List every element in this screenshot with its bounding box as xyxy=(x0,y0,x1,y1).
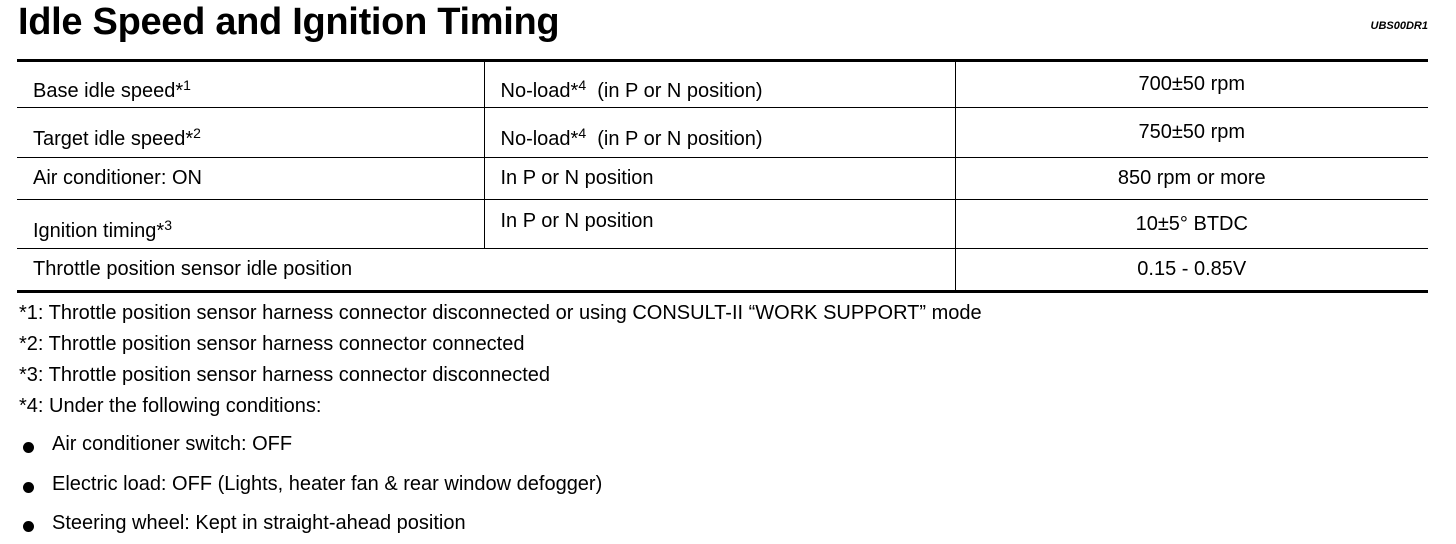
item-cell xyxy=(17,61,484,108)
document-code: UBS00DR1 xyxy=(1370,20,1428,32)
page-title: Idle Speed and Ignition Timing xyxy=(18,1,560,43)
condition-list xyxy=(19,425,602,544)
footnote-ref: 1 xyxy=(183,77,191,93)
footnotes xyxy=(19,298,982,422)
value-cell: 0.15 - 0.85V xyxy=(955,249,1428,292)
condition-cell: In P or N position xyxy=(484,158,955,200)
item-cell: Air conditioner: ON xyxy=(17,158,484,200)
table-row-ignition-timing xyxy=(17,200,1428,249)
item-label: Target idle speed* xyxy=(33,128,194,150)
condition-cell xyxy=(484,61,955,108)
table-row-throttle-position xyxy=(17,249,1428,292)
footnote-2: *2: Throttle position sensor harness connector connected xyxy=(19,333,525,355)
value-cell: 10±5° BTDC xyxy=(955,200,1428,249)
condition-label: No-load* xyxy=(500,128,579,150)
item-label: Ignition timing* xyxy=(33,219,165,242)
table-row-air-conditioner xyxy=(17,158,1428,200)
list-item xyxy=(19,465,602,505)
condition-rest: (in P or N position) xyxy=(597,80,763,102)
item-cell xyxy=(17,108,484,158)
item-cell: Throttle position sensor idle position xyxy=(17,249,955,292)
item-cell xyxy=(17,200,484,249)
footnote-4: *4: Under the following conditions: xyxy=(19,395,322,417)
list-item-text: Electric load: OFF (Lights, heater fan & rear window defogger) xyxy=(52,472,603,495)
idle-speed-spec-table xyxy=(17,59,1428,293)
value-cell: 850 rpm or more xyxy=(955,158,1428,200)
condition-cell xyxy=(484,108,955,158)
list-item-text: Air conditioner switch: OFF xyxy=(52,433,293,456)
list-item xyxy=(19,425,602,465)
footnote-1: *1: Throttle position sensor harness connector disconnected or using CONSULT-II “WORK SUPPORT” mode xyxy=(19,302,982,324)
value-cell: 700±50 rpm xyxy=(955,61,1428,108)
condition-rest: (in P or N position) xyxy=(597,128,763,150)
footnote-3: *3: Throttle position sensor harness connector disconnected xyxy=(19,364,551,386)
list-item xyxy=(19,504,602,544)
bullet-icon xyxy=(23,442,34,453)
table-row-base-idle xyxy=(17,61,1428,108)
condition-cell: In P or N position xyxy=(484,200,955,249)
condition-label: No-load* xyxy=(500,80,579,102)
list-item-text: Steering wheel: Kept in straight-ahead position xyxy=(52,512,466,535)
footnote-ref: 4 xyxy=(578,77,587,93)
footnote-ref: 2 xyxy=(193,125,201,141)
bullet-icon xyxy=(23,521,34,532)
item-label: Base idle speed* xyxy=(33,80,184,102)
value-cell: 750±50 rpm xyxy=(955,108,1428,158)
footnote-ref: 3 xyxy=(164,216,172,233)
footnote-ref: 4 xyxy=(578,125,587,141)
table-row-target-idle xyxy=(17,108,1428,158)
bullet-icon xyxy=(23,482,34,493)
